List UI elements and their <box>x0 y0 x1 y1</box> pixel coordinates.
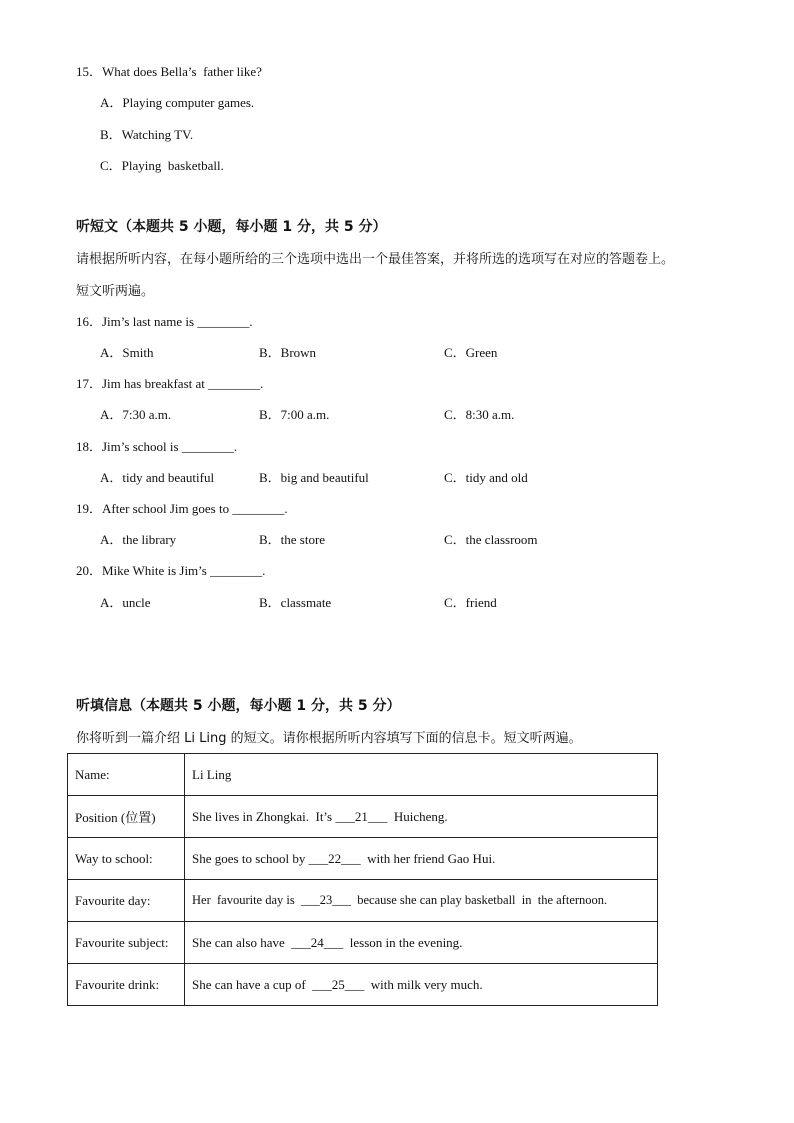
table-row <box>68 754 658 796</box>
table-row <box>68 838 658 880</box>
question-15-option-c: C．Playing basketball. <box>100 158 224 173</box>
blank-25: ___25___ <box>312 976 365 992</box>
question-16-option-b: B．Brown <box>259 345 317 360</box>
question-15-option-b: B．Watching TV. <box>100 127 194 142</box>
section-2-title: 听短文（本题共 5 小题，每小题 1 分，共 5 分） <box>76 219 387 235</box>
row-value: She can have a cup of ___25___ with milk very much. <box>185 964 658 1006</box>
question-17-option-c: C．8:30 a.m. <box>444 407 515 422</box>
question-19-option-b: B．the store <box>259 532 326 547</box>
question-17-option-a: A．7:30 a.m. <box>100 407 172 422</box>
question-18-stem: 18．Jim’s school is ________. <box>76 439 238 454</box>
row-label: Favourite day: <box>68 880 185 922</box>
row-label: Favourite drink: <box>68 964 185 1006</box>
blank-23: ___23___ <box>301 893 351 907</box>
blank-22: ___22___ <box>308 850 361 866</box>
question-20-option-b: B．classmate <box>259 595 332 610</box>
question-19-option-c: C．the classroom <box>444 532 538 547</box>
row-label: Name: <box>68 754 185 796</box>
row-label: Favourite subject: <box>68 922 185 964</box>
row-value: She can also have ___24___ lesson in the evening. <box>185 922 658 964</box>
question-19-stem: 19．After school Jim goes to ________. <box>76 501 288 516</box>
table-row <box>68 796 658 838</box>
question-17-option-b: B．7:00 a.m. <box>259 407 330 422</box>
question-15-stem: 15．What does Bella’s father like? <box>76 64 262 79</box>
info-card-table <box>67 753 658 1006</box>
row-label: Position (位置) <box>68 796 185 838</box>
question-20-stem: 20．Mike White is Jim’s ________. <box>76 563 266 578</box>
section-2-note: 短文听两遍。 <box>76 284 155 299</box>
question-15-option-a: A．Playing computer games. <box>100 95 255 110</box>
table-row <box>68 964 658 1006</box>
question-18-option-b: B．big and beautiful <box>259 470 369 485</box>
table-row <box>68 922 658 964</box>
question-16-option-a: A．Smith <box>100 345 154 360</box>
row-value: Li Ling <box>185 754 658 796</box>
row-value: She lives in Zhongkai. It’s ___21___ Huicheng. <box>185 796 658 838</box>
question-19-option-a: A．the library <box>100 532 177 547</box>
blank-21: ___21___ <box>335 808 388 824</box>
question-18-option-a: A．tidy and beautiful <box>100 470 215 485</box>
question-20-option-a: A．uncle <box>100 595 151 610</box>
question-17-stem: 17．Jim has breakfast at ________. <box>76 376 264 391</box>
row-value: She goes to school by ___22___ with her friend Gao Hui. <box>185 838 658 880</box>
question-18-option-c: C．tidy and old <box>444 470 528 485</box>
section-3-instruction: 你将听到一篇介绍 Li Ling 的短文。请你根据所听内容填写下面的信息卡。短文听两遍。 <box>76 731 582 746</box>
section-3-title: 听填信息（本题共 5 小题，每小题 1 分，共 5 分） <box>76 698 401 714</box>
section-2-instruction: 请根据所听内容，在每小题所给的三个选项中选出一个最佳答案，并将所选的选项写在对应的答题卷上。 <box>76 252 675 267</box>
question-16-option-c: C．Green <box>444 345 498 360</box>
table-row <box>68 880 658 922</box>
row-value: Her favourite day is ___23___ because she can play basketball in the afternoon. <box>185 880 658 922</box>
row-label: Way to school: <box>68 838 185 880</box>
question-16-stem: 16．Jim’s last name is ________. <box>76 314 253 329</box>
blank-24: ___24___ <box>291 934 344 950</box>
question-20-option-c: C．friend <box>444 595 497 610</box>
